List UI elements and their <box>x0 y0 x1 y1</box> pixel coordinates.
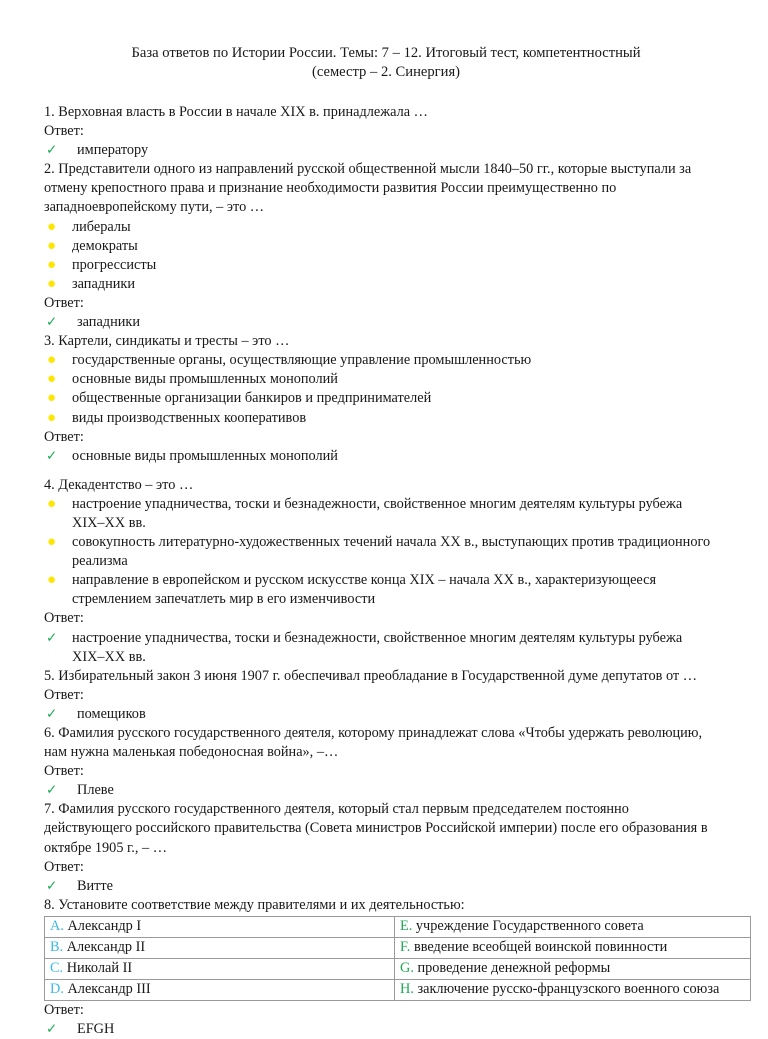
option-item[interactable] <box>44 409 728 428</box>
option-list <box>44 495 728 610</box>
question-block <box>44 800 728 895</box>
answer-item <box>44 629 728 667</box>
answer-label: Ответ: <box>44 610 84 627</box>
option-item[interactable] <box>44 495 728 533</box>
matching-left-cell <box>45 958 395 979</box>
answer-label: Ответ: <box>44 858 84 875</box>
answer-label: Ответ: <box>44 763 84 780</box>
check-icon: ✓ <box>46 447 58 464</box>
check-icon: ✓ <box>46 705 58 722</box>
option-label: прогрессисты <box>72 256 157 273</box>
option-item[interactable] <box>44 256 728 275</box>
bullet-icon: ● <box>47 534 57 551</box>
answer-label: Ответ: <box>44 123 84 140</box>
matching-right-cell <box>395 979 751 1000</box>
matching-left-label: Александр II <box>66 938 146 955</box>
answer-label-8: Ответ: <box>44 1001 84 1018</box>
answer-list <box>44 781 728 800</box>
table-row <box>45 916 751 937</box>
answer-text: настроение упадничества, тоски и безнадежности, свойственное многим деятелям культуры рубежа XIX–XX вв. <box>72 629 683 665</box>
bullet-icon: ● <box>47 572 57 589</box>
bullet-icon: ● <box>47 495 57 512</box>
matching-right-letter: F. <box>400 938 411 955</box>
check-icon: ✓ <box>46 142 58 159</box>
matching-right-cell <box>395 916 751 937</box>
answer-item <box>44 313 728 332</box>
option-item[interactable] <box>44 533 728 571</box>
option-item[interactable] <box>44 571 728 609</box>
matching-right-label: введение всеобщей воинской повинности <box>413 938 668 955</box>
table-row <box>45 958 751 979</box>
bullet-icon: ● <box>47 352 57 369</box>
bullet-icon: ● <box>47 409 57 426</box>
question-block <box>44 476 728 667</box>
option-item[interactable] <box>44 389 728 408</box>
option-label: виды производственных кооперативов <box>72 409 307 426</box>
bullet-icon: ● <box>47 256 57 273</box>
matching-left-label: Александр III <box>67 980 151 997</box>
matching-left-cell <box>45 916 395 937</box>
bullet-icon: ● <box>47 371 57 388</box>
answer-item <box>44 877 728 896</box>
answer-text: императору <box>77 142 149 159</box>
matching-right-letter: G. <box>400 959 414 976</box>
matching-right-cell <box>395 937 751 958</box>
option-item[interactable] <box>44 218 728 237</box>
option-list <box>44 351 728 427</box>
question-block-8 <box>44 896 728 1039</box>
question-text: 3. Картели, синдикаты и тресты – это … <box>44 333 290 350</box>
answer-item <box>44 781 728 800</box>
check-icon: ✓ <box>46 782 58 799</box>
matching-left-letter: D. <box>50 980 64 997</box>
option-item[interactable] <box>44 370 728 389</box>
bullet-icon: ● <box>47 237 57 254</box>
option-item[interactable] <box>44 351 728 370</box>
matching-left-cell <box>45 979 395 1000</box>
check-icon: ✓ <box>46 629 58 646</box>
matching-left-letter: C. <box>50 959 64 976</box>
matching-left-letter: A. <box>50 917 64 934</box>
option-label: западники <box>72 275 135 292</box>
question-text-8: 8. Установите соответствие между правителями и их деятельностью: <box>44 896 465 913</box>
option-label: демократы <box>72 237 138 254</box>
answer-item <box>44 705 728 724</box>
question-block <box>44 103 728 160</box>
answer-label: Ответ: <box>44 686 84 703</box>
option-label: настроение упадничества, тоски и безнадежности, свойственное многим деятелям культуры рубежа XIX–XX вв. <box>72 495 683 531</box>
option-label: основные виды промышленных монополий <box>72 371 338 388</box>
matching-right-label: проведение денежной реформы <box>417 959 611 976</box>
question-block <box>44 160 728 332</box>
questions-container <box>44 103 728 896</box>
matching-left-label: Николай II <box>66 959 133 976</box>
matching-right-label: заключение русско-французского военного союза <box>417 980 720 997</box>
table-row <box>45 979 751 1000</box>
check-icon: ✓ <box>46 877 58 894</box>
bullet-icon: ● <box>47 218 57 235</box>
question-text: 5. Избирательный закон 3 июня 1907 г. обеспечивал преобладание в Государственной думе депутатов от … <box>44 667 698 684</box>
option-label: общественные организации банкиров и предпринимателей <box>72 390 432 407</box>
answer-list <box>44 141 728 160</box>
question-block <box>44 724 728 800</box>
bullet-icon: ● <box>47 275 57 292</box>
document-body <box>44 103 728 1039</box>
answer-list <box>44 447 728 466</box>
answer-item <box>44 141 728 160</box>
option-item[interactable] <box>44 237 728 256</box>
answer-label: Ответ: <box>44 428 84 445</box>
matching-left-cell <box>45 937 395 958</box>
answer-list <box>44 877 728 896</box>
answer-text: западники <box>77 314 140 331</box>
matching-right-letter: H. <box>400 980 414 997</box>
matching-table <box>44 916 751 1001</box>
matching-left-label: Александр I <box>67 917 142 934</box>
matching-right-cell <box>395 958 751 979</box>
answer-label: Ответ: <box>44 294 84 311</box>
answer-text: основные виды промышленных монополий <box>72 447 338 464</box>
check-icon: ✓ <box>46 1021 58 1038</box>
option-label: государственные органы, осуществляющие управление промышленностью <box>72 352 532 369</box>
question-text: 4. Декадентство – это … <box>44 476 194 493</box>
question-block <box>44 667 728 724</box>
document-title-line-1: База ответов по Истории России. Темы: 7 – 12. Итоговый тест, компетентностный <box>131 45 641 61</box>
answer-item <box>44 1020 728 1039</box>
matching-right-letter: E. <box>400 917 413 934</box>
answer-text: EFGH <box>77 1021 115 1038</box>
question-text: 1. Верховная власть в России в начале XIX в. принадлежала … <box>44 104 428 120</box>
question-text: 2. Представители одного из направлений русской общественной мысли 1840–50 гг., которые выступали за отмену крепостного права и признание необходимости развития России преимущественно по западноевропейскому пути, – это … <box>44 161 692 216</box>
answer-item <box>44 447 728 466</box>
answer-list <box>44 705 728 724</box>
option-list <box>44 218 728 294</box>
question-text: 6. Фамилия русского государственного деятеля, которому принадлежат слова «Чтобы удержать революцию, нам нужна маленькая победоносная война», –… <box>44 725 703 761</box>
table-row <box>45 937 751 958</box>
check-icon: ✓ <box>46 314 58 331</box>
answer-text: помещиков <box>77 705 146 722</box>
option-item[interactable] <box>44 275 728 294</box>
matching-left-letter: B. <box>50 938 64 955</box>
answer-text: Витте <box>77 877 114 894</box>
document-title-line-2: (семестр – 2. Синергия) <box>311 64 461 80</box>
answer-text: Плеве <box>77 782 114 799</box>
option-label: либералы <box>72 218 131 235</box>
document-title <box>62 40 710 82</box>
option-label: направление в европейском и русском искусстве конца XIX – начала XX в., характеризующееся стремлением запечатлеть мир в его изменчивости <box>72 572 657 608</box>
question-text: 7. Фамилия русского государственного деятеля, который стал первым председателем постоянно действующего российского правительства (Совета министров Российской империи) после его образования в октябре 1905 г., – … <box>44 801 708 856</box>
option-label: совокупность литературно-художественных течений начала XX в., выступающих против традиционного реализма <box>72 534 711 570</box>
bullet-icon: ● <box>47 390 57 407</box>
question-block <box>44 332 728 466</box>
answer-list <box>44 629 728 667</box>
matching-right-label: учреждение Государственного совета <box>415 917 644 934</box>
answer-list-8 <box>44 1020 728 1039</box>
answer-list <box>44 313 728 332</box>
